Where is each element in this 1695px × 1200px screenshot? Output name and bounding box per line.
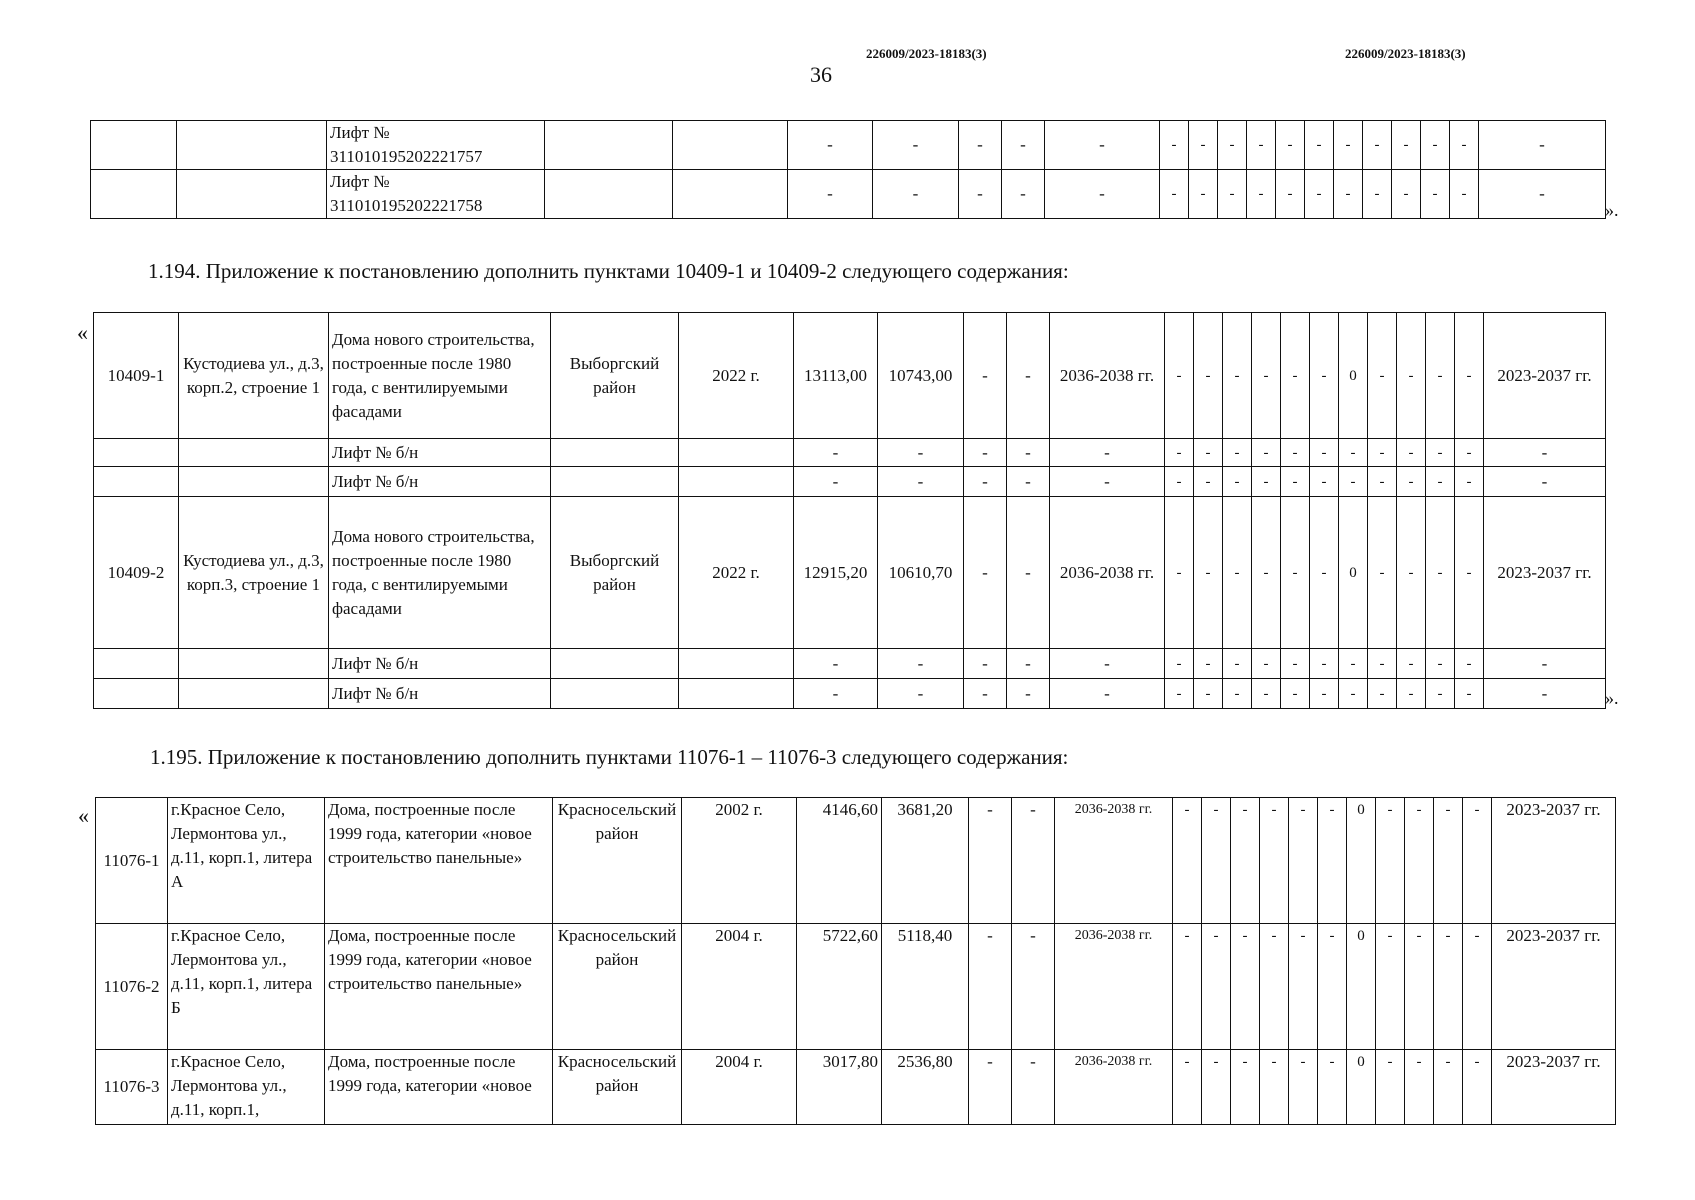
flag-cell: - [1455, 679, 1484, 709]
opening-quote: « [77, 320, 88, 345]
empty-cell [94, 439, 179, 467]
flag-cell: - [1334, 121, 1363, 170]
flag-cell: - [1194, 467, 1223, 497]
value-cell: - [1007, 467, 1050, 497]
flag-cell: - [1252, 313, 1281, 439]
empty-cell [179, 649, 329, 679]
value-cell: - [964, 439, 1007, 467]
area-total: - [788, 121, 873, 170]
lift-name: Лифт № 311010195202221757 [327, 121, 545, 170]
flag-cell: - [1397, 497, 1426, 649]
value-cell: - [1012, 798, 1055, 924]
flag-cell: - [1202, 1050, 1231, 1125]
flag-cell: - [1339, 467, 1368, 497]
value-cell: - [1007, 497, 1050, 649]
flag-cell: - [1463, 1050, 1492, 1125]
area-living: 5118,40 [882, 924, 969, 1050]
paragraph-1-195: 1.195. Приложение к постановлению дополнить пунктами 11076-1 – 11076-3 следующего содержания: [150, 745, 1069, 769]
repair-period-2: - [1479, 121, 1606, 170]
flag-cell: - [1194, 439, 1223, 467]
address: г.Красное Село, Лермонтова ул., д.11, корп.1, литера Б [168, 924, 325, 1050]
flag-cell: - [1450, 170, 1479, 219]
flag-cell: - [1223, 313, 1252, 439]
flag-cell: - [1405, 1050, 1434, 1125]
flag-cell: 0 [1339, 497, 1368, 649]
repair-period: - [1045, 121, 1160, 170]
flag-cell: - [1223, 439, 1252, 467]
lift-row [91, 170, 1606, 219]
area-total: 4146,60 [797, 798, 882, 924]
flag-cell: - [1260, 798, 1289, 924]
flag-cell: - [1363, 170, 1392, 219]
value-cell: - [1012, 1050, 1055, 1125]
area-living: - [873, 121, 959, 170]
lift-row [91, 121, 1606, 170]
flag-cell: - [1455, 439, 1484, 467]
flag-cell: 0 [1347, 924, 1376, 1050]
repair-period: - [1050, 679, 1165, 709]
flag-cell: - [1376, 924, 1405, 1050]
flag-cell: - [1160, 170, 1189, 219]
flag-cell: - [1189, 121, 1218, 170]
flag-cell: - [1247, 121, 1276, 170]
empty-cell [91, 121, 177, 170]
flag-cell: - [1376, 1050, 1405, 1125]
flag-cell: - [1368, 467, 1397, 497]
flag-cell: - [1450, 121, 1479, 170]
value-cell: - [1007, 649, 1050, 679]
flag-cell: - [1426, 497, 1455, 649]
flag-cell: - [1289, 924, 1318, 1050]
flag-cell: - [1392, 121, 1421, 170]
flag-cell: - [1260, 924, 1289, 1050]
empty-cell [94, 467, 179, 497]
repair-period-2: - [1484, 649, 1606, 679]
building-type: Дома, построенные после 1999 года, категории «новое строительство панельные» [325, 924, 553, 1050]
flag-cell: - [1260, 1050, 1289, 1125]
closing-quote: ». [1605, 200, 1619, 220]
area-living: - [878, 649, 964, 679]
empty-cell [545, 121, 673, 170]
empty-cell [673, 121, 788, 170]
flag-cell: - [1368, 497, 1397, 649]
flag-cell: 0 [1347, 798, 1376, 924]
flag-cell: - [1194, 497, 1223, 649]
repair-period-2: 2023-2037 гг. [1492, 1050, 1616, 1125]
repair-period-2: 2023-2037 гг. [1484, 313, 1606, 439]
flag-cell: - [1165, 467, 1194, 497]
flag-cell: - [1397, 649, 1426, 679]
flag-cell: - [1289, 1050, 1318, 1125]
area-total: 3017,80 [797, 1050, 882, 1125]
flag-cell: - [1281, 313, 1310, 439]
flag-cell: - [1305, 170, 1334, 219]
flag-cell: - [1223, 679, 1252, 709]
value-cell: - [1002, 121, 1045, 170]
area-total: - [794, 467, 878, 497]
empty-cell [679, 679, 794, 709]
building-type: Дома нового строительства, построенные после 1980 года, с вентилируемыми фасадами [329, 497, 551, 649]
building-type: Дома, построенные после 1999 года, категории «новое строительство панельные» [325, 798, 553, 924]
flag-cell: - [1368, 439, 1397, 467]
flag-cell: - [1173, 924, 1202, 1050]
flag-cell: - [1339, 679, 1368, 709]
area-living: - [878, 467, 964, 497]
year-built: 2022 г. [679, 497, 794, 649]
value-cell: - [959, 121, 1002, 170]
flag-cell: - [1426, 313, 1455, 439]
flag-cell: - [1405, 924, 1434, 1050]
item-number: 10409-1 [94, 313, 179, 439]
value-cell: - [1002, 170, 1045, 219]
area-total: - [794, 679, 878, 709]
area-total: 5722,60 [797, 924, 882, 1050]
value-cell: - [959, 170, 1002, 219]
flag-cell: - [1247, 170, 1276, 219]
flag-cell: - [1397, 467, 1426, 497]
flag-cell: - [1434, 1050, 1463, 1125]
opening-quote: « [78, 803, 89, 828]
flag-cell: - [1281, 679, 1310, 709]
address: г.Красное Село, Лермонтова ул., д.11, корп.1, литера А [168, 798, 325, 924]
flag-cell: - [1231, 798, 1260, 924]
value-cell: - [1012, 924, 1055, 1050]
flag-cell: - [1426, 649, 1455, 679]
flag-cell: - [1426, 679, 1455, 709]
district: Красносельский район [553, 798, 682, 924]
flag-cell: - [1455, 467, 1484, 497]
value-cell: - [964, 497, 1007, 649]
flag-cell: - [1281, 439, 1310, 467]
flag-cell: - [1223, 497, 1252, 649]
flag-cell: - [1392, 170, 1421, 219]
flag-cell: - [1318, 1050, 1347, 1125]
flag-cell: - [1173, 1050, 1202, 1125]
page-number: 36 [810, 62, 832, 87]
empty-cell [179, 467, 329, 497]
area-living: 2536,80 [882, 1050, 969, 1125]
flag-cell: - [1421, 121, 1450, 170]
year-built: 2004 г. [682, 924, 797, 1050]
flag-cell: - [1218, 121, 1247, 170]
repair-period: - [1050, 649, 1165, 679]
empty-cell [94, 649, 179, 679]
flag-cell: - [1397, 679, 1426, 709]
area-living: - [878, 439, 964, 467]
lift-row [94, 679, 1606, 709]
flag-cell: - [1463, 924, 1492, 1050]
table-lifts-continuation [90, 120, 1606, 219]
value-cell: - [969, 1050, 1012, 1125]
flag-cell: - [1194, 649, 1223, 679]
flag-cell: - [1426, 439, 1455, 467]
lift-name: Лифт № б/н [329, 439, 551, 467]
value-cell: - [964, 679, 1007, 709]
flag-cell: 0 [1339, 313, 1368, 439]
value-cell: - [1007, 679, 1050, 709]
flag-cell: - [1339, 439, 1368, 467]
flag-cell: - [1173, 798, 1202, 924]
flag-cell: - [1194, 679, 1223, 709]
item-number: 11076-3 [96, 1050, 168, 1125]
building-row [96, 1050, 1616, 1125]
repair-period-2: 2023-2037 гг. [1492, 798, 1616, 924]
empty-cell [679, 439, 794, 467]
year-built: 2002 г. [682, 798, 797, 924]
flag-cell: - [1455, 497, 1484, 649]
document-id-left: 226009/2023-18183(3) [866, 46, 987, 61]
flag-cell: - [1368, 649, 1397, 679]
value-cell: - [969, 924, 1012, 1050]
district: Выборгский район [551, 313, 679, 439]
district: Выборгский район [551, 497, 679, 649]
flag-cell: - [1231, 1050, 1260, 1125]
empty-cell [551, 467, 679, 497]
building-row [96, 798, 1616, 924]
repair-period: - [1050, 467, 1165, 497]
area-total: 12915,20 [794, 497, 878, 649]
value-cell: - [964, 313, 1007, 439]
repair-period: 2036-2038 гг. [1055, 798, 1173, 924]
flag-cell: - [1339, 649, 1368, 679]
district: Красносельский район [553, 1050, 682, 1125]
flag-cell: - [1363, 121, 1392, 170]
value-cell: - [1007, 439, 1050, 467]
flag-cell: - [1276, 121, 1305, 170]
flag-cell: - [1202, 924, 1231, 1050]
item-number: 10409-2 [94, 497, 179, 649]
document-id-right: 226009/2023-18183(3) [1345, 46, 1466, 61]
lift-name: Лифт № б/н [329, 679, 551, 709]
area-living: - [873, 170, 959, 219]
empty-cell [551, 649, 679, 679]
lift-row [94, 439, 1606, 467]
lift-name: Лифт № 311010195202221758 [327, 170, 545, 219]
repair-period: 2036-2038 гг. [1050, 313, 1165, 439]
value-cell: - [964, 467, 1007, 497]
flag-cell: - [1305, 121, 1334, 170]
repair-period: - [1045, 170, 1160, 219]
flag-cell: - [1165, 439, 1194, 467]
repair-period-2: 2023-2037 гг. [1492, 924, 1616, 1050]
flag-cell: - [1318, 798, 1347, 924]
flag-cell: - [1202, 798, 1231, 924]
flag-cell: - [1252, 439, 1281, 467]
value-cell: - [1007, 313, 1050, 439]
address: Кустодиева ул., д.3, корп.2, строение 1 [179, 313, 329, 439]
repair-period: 2036-2038 гг. [1050, 497, 1165, 649]
flag-cell: - [1455, 649, 1484, 679]
flag-cell: - [1281, 649, 1310, 679]
flag-cell: - [1231, 924, 1260, 1050]
repair-period: 2036-2038 гг. [1055, 924, 1173, 1050]
flag-cell: - [1223, 467, 1252, 497]
table-10409 [93, 312, 1606, 709]
flag-cell: - [1165, 497, 1194, 649]
empty-cell [679, 467, 794, 497]
flag-cell: - [1421, 170, 1450, 219]
area-living: 3681,20 [882, 798, 969, 924]
flag-cell: - [1434, 924, 1463, 1050]
flag-cell: - [1252, 679, 1281, 709]
repair-period-2: - [1484, 439, 1606, 467]
flag-cell: - [1397, 439, 1426, 467]
item-number: 11076-1 [96, 798, 168, 924]
flag-cell: - [1318, 924, 1347, 1050]
flag-cell: - [1281, 467, 1310, 497]
area-living: 10743,00 [878, 313, 964, 439]
value-cell: - [964, 649, 1007, 679]
flag-cell: - [1252, 497, 1281, 649]
area-total: 13113,00 [794, 313, 878, 439]
flag-cell: - [1455, 313, 1484, 439]
area-total: - [794, 649, 878, 679]
lift-name: Лифт № б/н [329, 649, 551, 679]
flag-cell: - [1189, 170, 1218, 219]
flag-cell: - [1165, 313, 1194, 439]
repair-period-2: - [1479, 170, 1606, 219]
address: г.Красное Село, Лермонтова ул., д.11, корп.1, [168, 1050, 325, 1125]
paragraph-1-194: 1.194. Приложение к постановлению дополнить пунктами 10409-1 и 10409-2 следующего содержания: [148, 259, 1069, 283]
flag-cell: - [1165, 649, 1194, 679]
repair-period-2: - [1484, 679, 1606, 709]
flag-cell: - [1397, 313, 1426, 439]
building-type: Дома, построенные после 1999 года, категории «новое [325, 1050, 553, 1125]
empty-cell [551, 439, 679, 467]
table-11076 [95, 797, 1616, 1125]
flag-cell: 0 [1347, 1050, 1376, 1125]
building-row [94, 497, 1606, 649]
flag-cell: - [1368, 313, 1397, 439]
flag-cell: - [1310, 313, 1339, 439]
empty-cell [91, 170, 177, 219]
year-built: 2004 г. [682, 1050, 797, 1125]
flag-cell: - [1426, 467, 1455, 497]
lift-name: Лифт № б/н [329, 467, 551, 497]
year-built: 2022 г. [679, 313, 794, 439]
empty-cell [94, 679, 179, 709]
empty-cell [545, 170, 673, 219]
item-number: 11076-2 [96, 924, 168, 1050]
flag-cell: - [1434, 798, 1463, 924]
lift-row [94, 467, 1606, 497]
repair-period-2: - [1484, 467, 1606, 497]
empty-cell [179, 679, 329, 709]
building-row [96, 924, 1616, 1050]
flag-cell: - [1194, 313, 1223, 439]
flag-cell: - [1160, 121, 1189, 170]
flag-cell: - [1334, 170, 1363, 219]
flag-cell: - [1223, 649, 1252, 679]
empty-cell [177, 170, 327, 219]
empty-cell [551, 679, 679, 709]
flag-cell: - [1310, 649, 1339, 679]
flag-cell: - [1310, 497, 1339, 649]
repair-period: - [1050, 439, 1165, 467]
flag-cell: - [1310, 467, 1339, 497]
flag-cell: - [1252, 467, 1281, 497]
flag-cell: - [1405, 798, 1434, 924]
flag-cell: - [1463, 798, 1492, 924]
flag-cell: - [1281, 497, 1310, 649]
flag-cell: - [1368, 679, 1397, 709]
building-type: Дома нового строительства, построенные после 1980 года, с вентилируемыми фасадами [329, 313, 551, 439]
flag-cell: - [1276, 170, 1305, 219]
empty-cell [673, 170, 788, 219]
area-total: - [794, 439, 878, 467]
flag-cell: - [1218, 170, 1247, 219]
flag-cell: - [1310, 439, 1339, 467]
lift-row [94, 649, 1606, 679]
address: Кустодиева ул., д.3, корп.3, строение 1 [179, 497, 329, 649]
flag-cell: - [1310, 679, 1339, 709]
area-living: - [878, 679, 964, 709]
flag-cell: - [1252, 649, 1281, 679]
flag-cell: - [1165, 679, 1194, 709]
repair-period: 2036-2038 гг. [1055, 1050, 1173, 1125]
area-living: 10610,70 [878, 497, 964, 649]
building-row [94, 313, 1606, 439]
empty-cell [179, 439, 329, 467]
value-cell: - [969, 798, 1012, 924]
closing-quote: ». [1605, 688, 1619, 708]
district: Красносельский район [553, 924, 682, 1050]
area-total: - [788, 170, 873, 219]
repair-period-2: 2023-2037 гг. [1484, 497, 1606, 649]
empty-cell [177, 121, 327, 170]
empty-cell [679, 649, 794, 679]
flag-cell: - [1289, 798, 1318, 924]
flag-cell: - [1376, 798, 1405, 924]
